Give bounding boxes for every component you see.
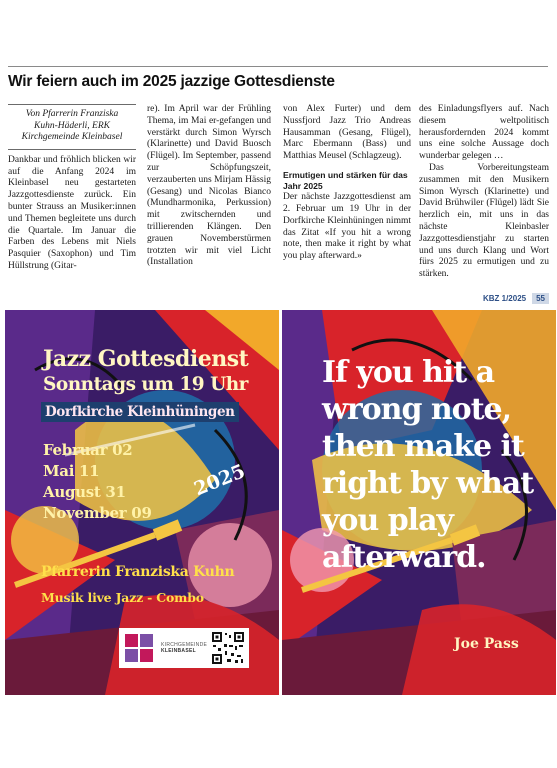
poster-music: Musik live Jazz - Combo [41, 590, 204, 605]
article-paragraph: Der nächste Jazzgottesdienst am 2. Februar um 19 Uhr in der Dorfkirche Kleinhüningen nimmt das Zitat «If you hit a wrong note, then make it right by what you play afterward.» [283, 192, 411, 262]
poster-year: 2025 [191, 460, 249, 501]
poster-title: Jazz Gottesdienst [43, 346, 249, 372]
page-footer [483, 292, 549, 304]
poster-pastor: Pfarrerin Franziska Kuhn [41, 564, 235, 580]
quote-line: then make it [322, 429, 524, 464]
article-column-3 [283, 104, 411, 263]
church-logo-text [161, 642, 208, 654]
logo-line: KLEINBASEL [161, 648, 196, 654]
poster-date: Mai 11 [43, 462, 100, 480]
header-rule [8, 66, 548, 67]
poster-quote [322, 354, 552, 576]
poster-venue: Dorfkirche Kleinhüningen [41, 402, 239, 422]
church-logo-icon [123, 632, 157, 664]
poster-date: November 09 [43, 504, 152, 522]
quote-line: right by what [322, 466, 534, 501]
quote-poster [282, 310, 556, 695]
author-box [8, 104, 136, 150]
poster-time: Sonntags um 19 Uhr [43, 374, 248, 395]
article-column-1 [8, 104, 136, 273]
article-paragraph: re). Im April war der Frühling Thema, im Mai er-gefangen und verstärkt durch Simon Wyrsch (Klarinette) und David Buosch (Flügel). Im September, passend zur Schöpfungszeit, verzauberten uns Mirjam Hässig (Gesang) und Nicolas Bianco (Mundharmonika, Perkussion) mit zwitschernden und trillierenden Klängen. Den grauen Novemberstürmen trotzten wir mit viel Licht (Installation [147, 104, 271, 268]
author-line: Kuhn-Häderli, ERK [34, 120, 110, 131]
article-column-4 [419, 104, 549, 281]
event-poster [5, 310, 279, 695]
author-line: Kirchgemeinde Kleinbasel [21, 132, 123, 143]
poster-date: August 31 [43, 483, 126, 501]
poster-dates [43, 440, 152, 524]
article-paragraph: von Alex Furter) und dem Nussfjord Jazz Trio Andreas Hausamman (Gesang, Flügel), Marc Ebermann (Bass) und Matthias Meusel (Schlagzeug). [283, 104, 411, 162]
qr-code-icon[interactable] [211, 631, 245, 665]
quote-author: Joe Pass [454, 636, 519, 652]
article-paragraph: Dankbar und fröhlich blicken wir auf die Anfang 2024 im Kleinbasel neu gestarteten Jazzgottesdienste zurück. Ein bunter Strauss an Musiker:innen und Themen begleitete uns durch die Quartale. Im Januar die Farben des Lebens mit Niels Pasquier (Saxophon) und Tim Hüllstrung (Gitar- [8, 154, 136, 271]
issue-label: KBZ 1/2025 [482, 293, 527, 303]
author-line: Von Pfarrerin Franziska [25, 109, 119, 119]
quote-line: wrong note, [322, 392, 512, 427]
article-column-2 [147, 104, 271, 269]
quote-line: afterward. [322, 540, 486, 575]
article-subheading: Ermutigen und stärken für das Jahr 2025 [283, 169, 408, 191]
article-paragraph: Das Vorbereitungsteam zusammen mit den Musikern Simon Wyrsch (Klarinette) und David Brühwiler (Flügel) lädt Sie herzlich ein, mit uns in das nächste Kleinbasler Jazzgottesdienstjahr zu starten und uns durch Klang und Wort fürs 2025 zu ermutigen und zu stärken. [419, 162, 549, 280]
logo-line: KIRCHGEMEINDE [161, 642, 208, 648]
article-paragraph: des Einladungsflyers auf. Nach diesem weltpolitisch herausfordernden 2024 kommt uns eine solche Aussage doch wunderbar gelegen … [419, 104, 549, 162]
quote-line: you play [322, 503, 453, 538]
quote-line: If you hit a [322, 355, 495, 390]
poster-date: Februar 02 [43, 441, 133, 459]
article-headline: Wir feiern auch im 2025 jazzige Gottesdienste [8, 73, 335, 90]
church-logo-box [119, 628, 249, 668]
page-number: 55 [532, 293, 549, 304]
